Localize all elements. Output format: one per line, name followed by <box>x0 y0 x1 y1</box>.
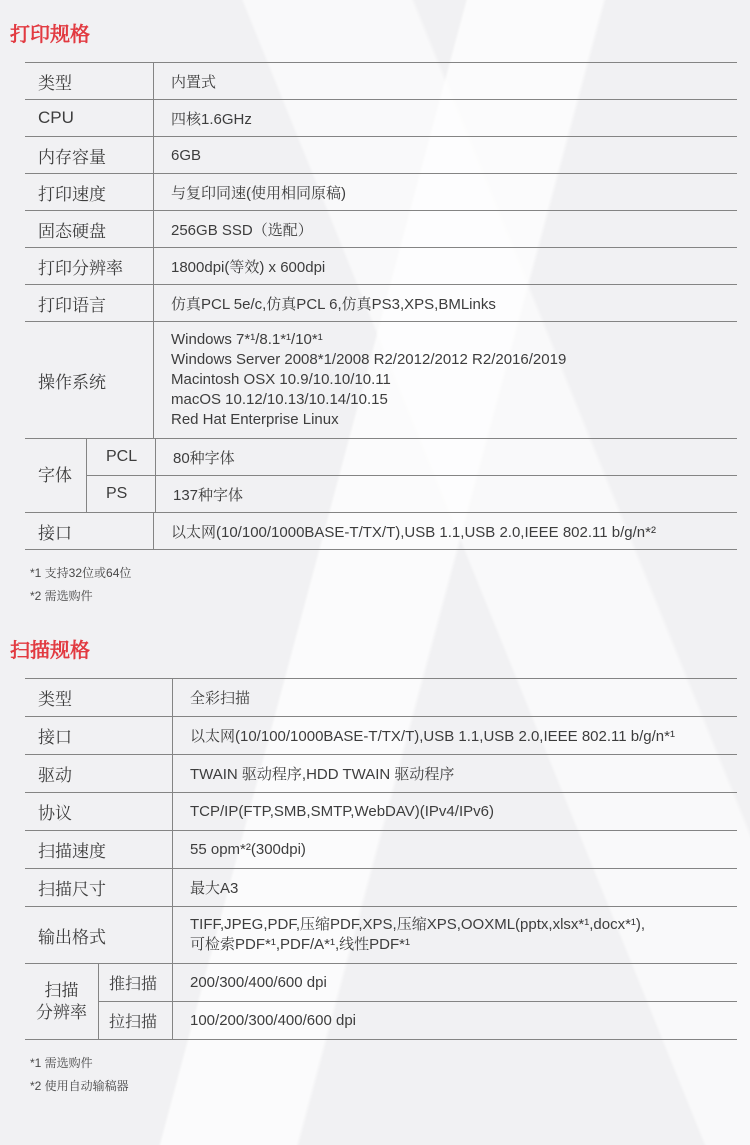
table-row <box>25 99 737 136</box>
spec-label: 扫描尺寸 <box>38 880 106 899</box>
spec-label: 接口 <box>38 523 72 543</box>
footnote: *1 需选购件 <box>30 1056 93 1070</box>
output-line: 可检索PDF*¹,PDF/A*¹,线性PDF*¹ <box>190 936 411 953</box>
spec-value: 6GB <box>153 137 737 173</box>
output-line: TIFF,JPEG,PDF,压缩PDF,XPS,压缩XPS,OOXML(pptx,xlsx*¹,docx*¹), <box>190 916 646 933</box>
spec-sublabel: 拉扫描 <box>98 1002 172 1039</box>
spec-value: 与复印同速(使用相同原稿) <box>153 174 737 210</box>
spec-label: 类型 <box>38 73 72 93</box>
spec-value: 100/200/300/400/600 dpi <box>172 1002 737 1039</box>
spec-label: 驱动 <box>38 766 72 785</box>
spec-label-font: 字体 <box>38 465 72 485</box>
spec-value: 1800dpi(等效) x 600dpi <box>153 248 737 284</box>
table-row <box>25 792 737 830</box>
spec-label: 打印速度 <box>38 184 106 204</box>
spec-value: 四核1.6GHz <box>153 100 737 136</box>
spec-sublabel: PCL <box>86 439 155 475</box>
spec-value: 全彩扫描 <box>172 679 737 716</box>
spec-label: 接口 <box>38 728 72 747</box>
table-row-font-group <box>25 438 737 512</box>
os-line: Windows 7*¹/8.1*¹/10*¹ <box>171 331 323 348</box>
scan-spec-table <box>25 678 737 1040</box>
spec-value: 55 opm*²(300dpi) <box>172 831 737 868</box>
spec-label: 协议 <box>38 804 72 823</box>
spec-label: 打印语言 <box>38 295 106 315</box>
spec-label: 类型 <box>38 690 72 709</box>
print-section-title: 打印规格 <box>10 24 90 46</box>
scan-spec-section <box>0 608 750 1098</box>
spec-value: 200/300/400/600 dpi <box>172 964 737 1001</box>
table-row <box>25 247 737 284</box>
table-row <box>25 716 737 754</box>
table-row <box>25 210 737 247</box>
spec-value: 内置式 <box>153 63 737 99</box>
spec-label: CPU <box>38 108 74 127</box>
resolution-subrows <box>98 964 737 1039</box>
print-footnotes <box>30 562 750 608</box>
table-row <box>25 62 737 99</box>
scan-footnotes <box>30 1052 750 1098</box>
spec-label: 输出格式 <box>38 927 106 947</box>
spec-value: 137种字体 <box>155 476 737 512</box>
table-subrow <box>98 1001 737 1039</box>
table-row-os <box>25 321 737 438</box>
spec-value: 仿真PCL 5e/c,仿真PCL 6,仿真PS3,XPS,BMLinks <box>153 285 737 321</box>
spec-value: 以太网(10/100/1000BASE-T/TX/T),USB 1.1,USB 2.0,IEEE 802.11 b/g/n*² <box>153 513 737 549</box>
spec-label: 扫描速度 <box>38 842 106 861</box>
table-row <box>25 754 737 792</box>
resolution-label-line: 分辨率 <box>36 1002 87 1022</box>
spec-sublabel: 推扫描 <box>98 964 172 1001</box>
table-row-resolution-group <box>25 963 737 1039</box>
spec-value-os <box>153 322 737 438</box>
table-row <box>25 868 737 906</box>
os-line: Macintosh OSX 10.9/10.10/10.11 <box>171 371 391 388</box>
table-row-output-format <box>25 906 737 963</box>
os-line: Red Hat Enterprise Linux <box>171 411 339 428</box>
spec-value: 80种字体 <box>155 439 737 475</box>
table-row <box>25 512 737 549</box>
spec-label: 固态硬盘 <box>38 221 106 241</box>
table-row <box>25 284 737 321</box>
table-subrow <box>86 475 737 512</box>
table-row <box>25 173 737 210</box>
spec-label-resolution <box>25 964 98 1039</box>
table-subrow <box>98 964 737 1001</box>
spec-label: 操作系统 <box>38 372 106 392</box>
spec-value: 最大A3 <box>172 869 737 906</box>
footnote: *2 需选购件 <box>30 589 93 603</box>
resolution-label-line: 扫描 <box>44 980 79 1000</box>
spec-label: 内存容量 <box>38 147 106 167</box>
footnote: *1 支持32位或64位 <box>30 566 132 580</box>
spec-value: TCP/IP(FTP,SMB,SMTP,WebDAV)(IPv4/IPv6) <box>172 793 737 830</box>
spec-value: 256GB SSD（选配） <box>153 211 737 247</box>
table-subrow <box>86 439 737 475</box>
print-spec-table <box>25 62 737 550</box>
table-row <box>25 678 737 716</box>
os-line: macOS 10.12/10.13/10.14/10.15 <box>171 391 388 408</box>
footnote: *2 使用自动输稿器 <box>30 1079 129 1093</box>
table-row <box>25 136 737 173</box>
scan-section-title: 扫描规格 <box>10 640 90 662</box>
spec-label: 打印分辨率 <box>38 258 123 278</box>
spec-value-output <box>172 907 737 963</box>
font-subrows <box>86 439 737 512</box>
spec-value: TWAIN 驱动程序,HDD TWAIN 驱动程序 <box>172 755 737 792</box>
spec-sublabel: PS <box>86 476 155 512</box>
table-row <box>25 830 737 868</box>
spec-value: 以太网(10/100/1000BASE-T/TX/T),USB 1.1,USB 2.0,IEEE 802.11 b/g/n*¹ <box>172 717 737 754</box>
os-line: Windows Server 2008*1/2008 R2/2012/2012 R2/2016/2019 <box>171 351 567 368</box>
